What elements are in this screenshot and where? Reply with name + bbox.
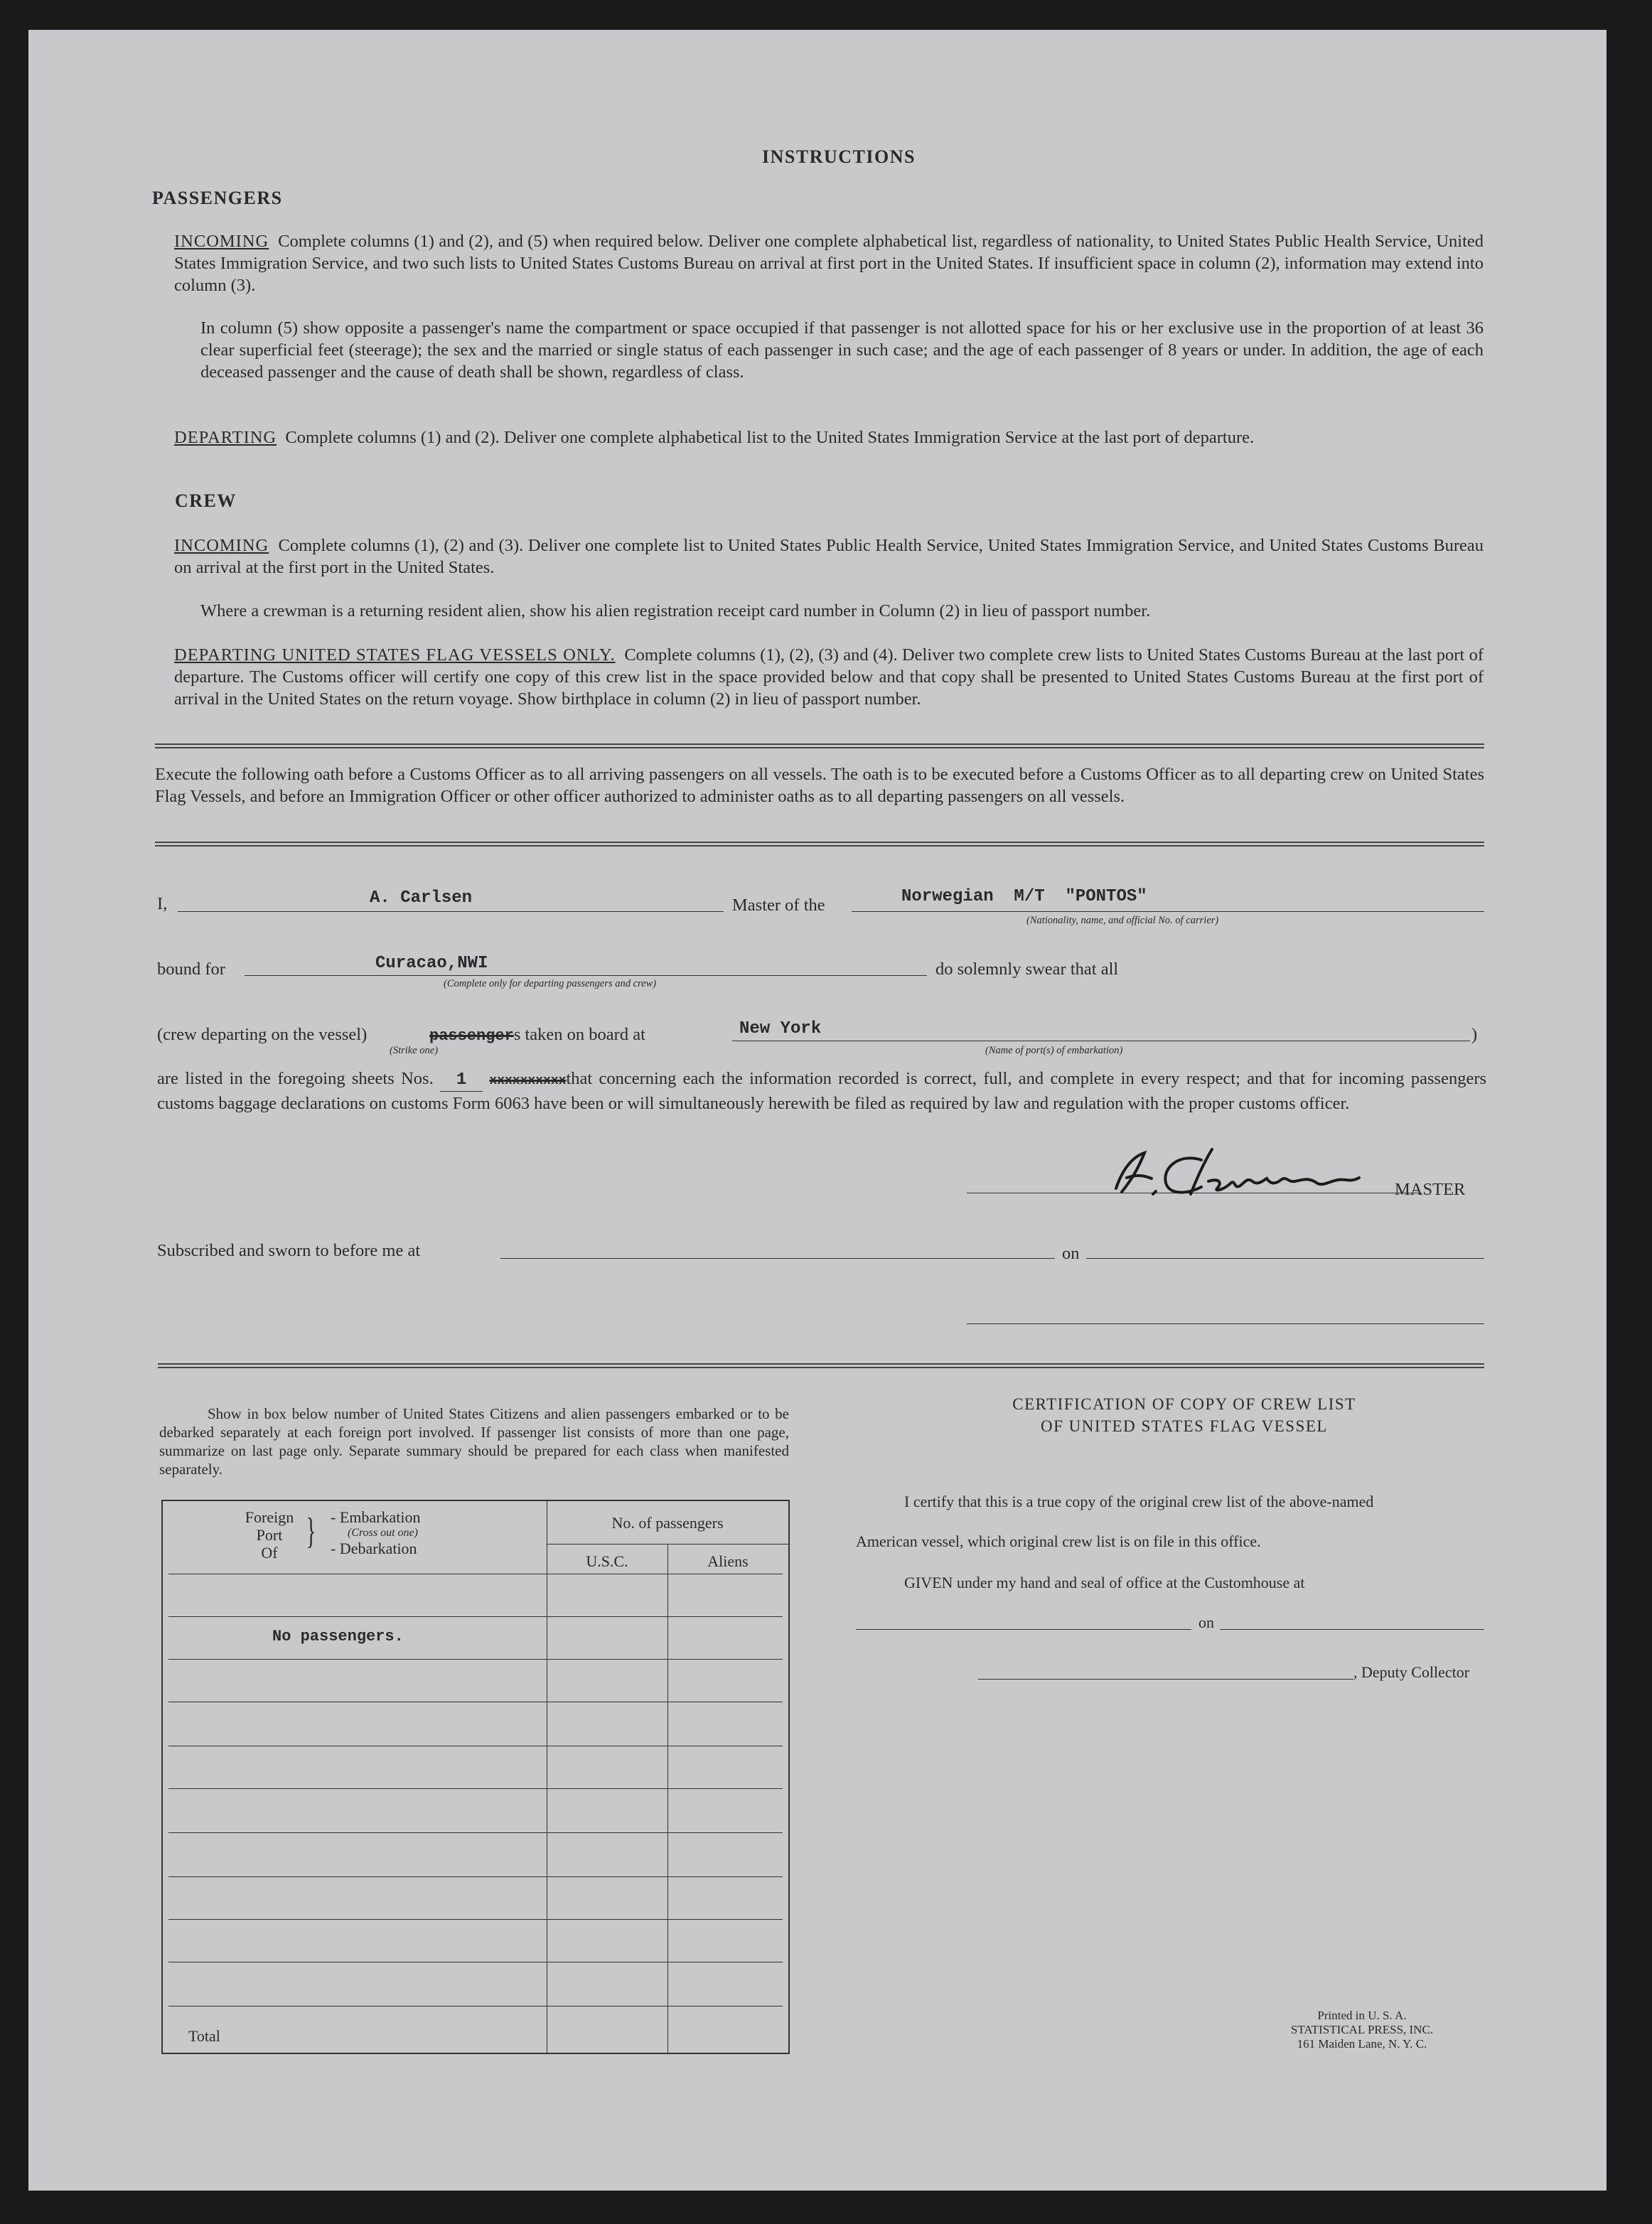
passengers-incoming-label: INCOMING	[174, 232, 269, 251]
header-embarkation: - Embarkation	[331, 1508, 421, 1526]
oath-i-label: I,	[157, 894, 168, 913]
struck-word: passenger	[429, 1027, 514, 1045]
crew-heading: CREW	[175, 490, 237, 511]
printer-line-1: Printed in U. S. A.	[1317, 2009, 1407, 2022]
total-label: Total	[188, 2027, 220, 2045]
officer-signature-line	[967, 1323, 1484, 1324]
header-foreign: Foreign	[245, 1508, 294, 1526]
certify-paragraph	[157, 1068, 1486, 1114]
table-row	[168, 1659, 783, 1660]
header-embark-debark	[331, 1510, 420, 1557]
passengers-incoming-text: Complete columns (1) and (2), and (5) when required below. Deliver one complete alphabetical list, regardless of nationality, to United States Public Health Service, United States Immigration Service, and two such lists to United States Customs Bureau on arrival at first port in the United States. If insufficient space in column (2), information may extend into column (3).	[174, 232, 1484, 295]
crew-departing-text: Complete columns (1), (2), (3) and (4). Deliver two complete crew lists to United States Customs Bureau at the last port of departure. The Customs officer will certify one copy of this crew list in the space provided below and that copy shall be presented to United States Customs Bureau at the first port of arrival in the United States on the return voyage. Show birthplace in column (2) in lieu of passport number.	[174, 645, 1484, 709]
crew-departing-label: DEPARTING UNITED STATES FLAG VESSELS ONLY.	[174, 645, 616, 665]
table-row	[168, 1616, 783, 1617]
header-cross-out: (Cross out one)	[348, 1527, 418, 1539]
sheet-strike: xxxxxxxxxx	[489, 1074, 567, 1088]
cert-date-line	[1220, 1629, 1484, 1630]
master-of-label: Master of the	[732, 896, 825, 915]
bound-for-line	[245, 975, 927, 976]
column5-paragraph: In column (5) show opposite a passenger's name the compartment or space occupied if that passenger is not allotted space for his or her exclusive use in the proportion of at least 36 clear superficial feet (steerage); the sex and the married or single status of each passenger in such case; and the age of each passenger of 8 years or under. In addition, the age of each deceased passenger and the cause of death shall be shown, regardless of class.	[200, 318, 1484, 382]
printer-info	[1262, 2009, 1461, 2051]
crew-incoming-paragraph	[174, 534, 1484, 579]
printer-line-2: STATISTICAL PRESS, INC.	[1290, 2023, 1434, 2036]
certification-line-3: GIVEN under my hand and seal of office at the Customhouse at	[904, 1574, 1305, 1591]
port-caption: (Name of port(s) of embarkation)	[985, 1045, 1123, 1056]
divider	[155, 842, 1484, 847]
certification-line-2: American vessel, which original crew list is on file in this office.	[856, 1532, 1261, 1550]
table-row	[168, 1832, 783, 1833]
header-foreign-port	[241, 1508, 298, 1562]
bound-for-field: Curacao,NWI	[375, 954, 488, 973]
master-name-line	[178, 911, 724, 912]
table-row	[168, 1788, 783, 1789]
header-port: Port	[256, 1526, 283, 1544]
table-row	[168, 2006, 783, 2007]
certification-title	[871, 1393, 1497, 1437]
passengers-departing-text: Complete columns (1) and (2). Deliver one complete alphabetical list to the United States Immigration Service at the last port of departure.	[285, 428, 1255, 447]
subscribed-label: Subscribed and sworn to before me at	[157, 1241, 421, 1260]
certify-text: that concerning each the information recorded is correct, full, and complete in every respect; and that for incoming passengers customs baggage declarations on customs Form 6063 have been or will simultaneously herewith be filed as required by law and regulation with the proper customs officer.	[157, 1069, 1487, 1113]
header-aliens: Aliens	[707, 1552, 749, 1570]
vessel-line	[852, 911, 1484, 912]
certification-title-1: CERTIFICATION OF COPY OF CREW LIST	[1012, 1395, 1356, 1413]
crew-resident-paragraph: Where a crewman is a returning resident alien, show his alien registration receipt card number in Column (2) in lieu of passport number.	[200, 601, 1151, 621]
header-usc: U.S.C.	[586, 1552, 628, 1570]
sheets-label: are listed in the foregoing sheets Nos.	[157, 1069, 434, 1088]
certification-title-2: OF UNITED STATES FLAG VESSEL	[1041, 1417, 1328, 1435]
execute-paragraph: Execute the following oath before a Customs Officer as to all arriving passengers on all vessels. The oath is to be executed before a Customs Officer as to all departing crew on United States Flag Vessels, and before an Immigration Officer or other officer authorized to administer oaths as to all departing passengers on all vessels.	[155, 765, 1484, 806]
passengers-departing-paragraph	[174, 426, 1484, 448]
struck-field	[429, 1024, 645, 1047]
printer-line-3: 161 Maiden Lane, N. Y. C.	[1297, 2037, 1427, 2051]
crew-departing-paragraph	[174, 644, 1484, 710]
subscribed-place-line	[500, 1258, 1055, 1259]
sheet-no-field: 1	[440, 1069, 483, 1092]
no-passengers-entry: No passengers.	[272, 1628, 404, 1645]
subscribed-date-line	[1086, 1258, 1484, 1259]
vessel-field: Norwegian M/T "PONTOS"	[901, 887, 1147, 906]
divider	[158, 1363, 1484, 1368]
deputy-collector-label: , Deputy Collector	[1353, 1663, 1470, 1681]
table-row	[168, 1919, 783, 1920]
certification-line-1: I certify that this is a true copy of the original crew list of the above-named	[904, 1493, 1374, 1510]
summary-intro: Show in box below number of United States Citizens and alien passengers embarked or to be debarked separately at each foreign port involved. If passenger list consists of more than one page, summarize on last page only. Separate summary should be prepared for each class when manifested separately.	[159, 1405, 789, 1478]
header-brace: }	[306, 1511, 316, 1552]
port-field: New York	[739, 1019, 822, 1038]
struck-suffix: s taken on board at	[513, 1025, 645, 1044]
passenger-summary-table	[161, 1500, 790, 2054]
bound-caption: (Complete only for departing passengers and crew)	[444, 978, 657, 989]
crew-incoming-text: Complete columns (1), (2) and (3). Deliver one complete list to United States Public Health Service, United States Immigration Service, and United States Customs Bureau on arrival at the first port in the United States.	[174, 536, 1484, 577]
divider	[155, 743, 1484, 748]
bound-for-label: bound for	[157, 960, 225, 979]
master-label: MASTER	[1395, 1180, 1466, 1199]
crew-incoming-label: INCOMING	[174, 536, 269, 555]
passengers-heading: PASSENGERS	[152, 188, 283, 208]
passengers-incoming-paragraph	[174, 230, 1484, 296]
header-of: Of	[261, 1544, 278, 1562]
master-signature	[1095, 1139, 1436, 1203]
strike-caption: (Strike one)	[390, 1045, 439, 1056]
table-col-divider	[667, 1544, 668, 2053]
crew-departing-label: (crew departing on the vessel)	[157, 1025, 368, 1044]
header-no-passengers: No. of passengers	[611, 1514, 724, 1532]
vessel-caption: (Nationality, name, and official No. of carrier)	[1026, 915, 1219, 926]
master-name-field: A. Carlsen	[370, 888, 473, 908]
header-debarkation: - Debarkation	[331, 1540, 417, 1557]
close-paren: )	[1471, 1025, 1478, 1044]
cert-place-line	[856, 1629, 1191, 1630]
page-title: INSTRUCTIONS	[762, 146, 916, 167]
document-page	[28, 30, 1607, 2191]
table-row	[168, 1876, 783, 1877]
cert-on-label: on	[1198, 1613, 1214, 1631]
passengers-departing-label: DEPARTING	[174, 428, 277, 447]
table-header-divider	[547, 1544, 788, 1545]
deputy-signature-line	[978, 1679, 1353, 1680]
swear-label: do solemnly swear that all	[935, 960, 1119, 979]
subscribed-on-label: on	[1062, 1244, 1080, 1263]
